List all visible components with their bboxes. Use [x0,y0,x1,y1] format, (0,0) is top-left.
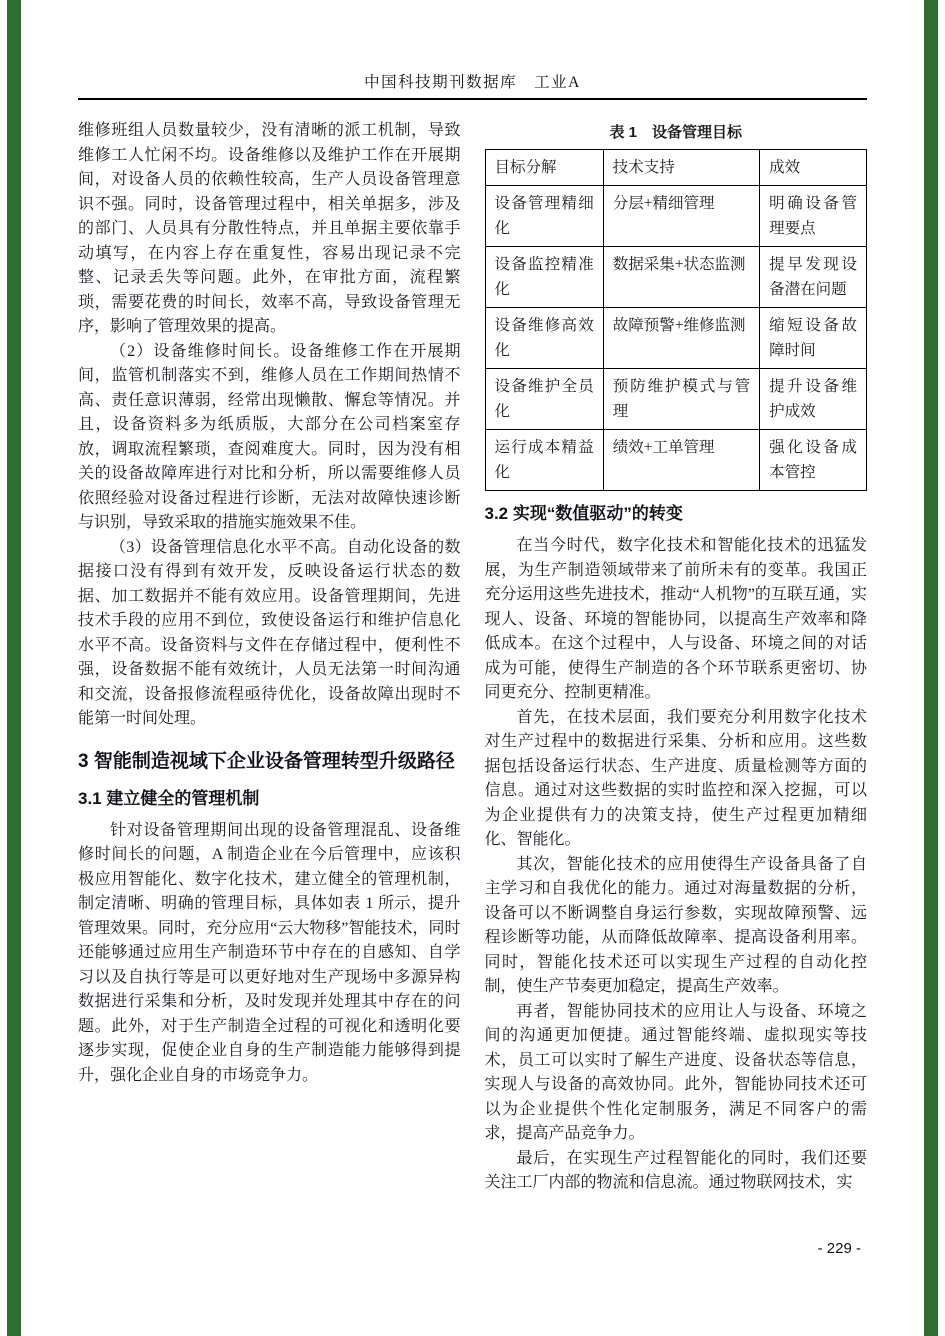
table-cell: 提升设备维护成效 [760,369,867,430]
table-cell: 设备监控精准化 [485,247,603,308]
page-number: - 229 - [817,1240,861,1257]
table-cell: 故障预警+维修监测 [603,308,759,369]
table-row [485,430,867,491]
table-cell: 预防维护模式与管理 [603,369,759,430]
table-cell: 数据采集+状态监测 [603,247,759,308]
table-caption: 表 1 设备管理目标 [609,124,742,141]
paragraph: 最后，在实现生产过程智能化的同时，我们还要关注工厂内部的物流和信息流。通过物联网技术，实 [484,1149,867,1191]
paragraph: 针对设备管理期间出现的设备管理混乱、设备维修时间长的问题，A 制造企业在今后管理中，应该积极应用智能化、数字化技术，建立健全的管理机制，制定清晰、明确的管理目标，具体如表 1 所示，提升管理效果。同时，充分应用“云大物移”智能技术，同时还能够通过应用生产制造环节中存在的自感知、自学习以及自执行等是可以更好地对生产现场中多源异构数据进行采集和分析，及时发现并处理其中存在的问题。此外，对于生产制造全过程的可视化和透明化要逐步实现，促使企业自身的生产制造能力能够得到提升，强化企业自身的市场竞争力。 [78,821,461,1084]
right-column [485,119,868,1196]
equipment-goals-table [485,149,868,491]
table-header-cell: 目标分解 [485,150,603,186]
paragraph: 首先，在技术层面，我们要充分利用数字化技术对生产过程中的数据进行采集、分析和应用。这些数据包括设备运行状态、生产进度、质量检测等方面的信息。通过对这些数据的实时监控和深入挖掘，可以为企业提供有力的决策支持，使生产过程更加精细化、智能化。 [484,708,867,848]
table-cell: 设备管理精细化 [485,186,603,247]
paragraph: 在当今时代，数字化技术和智能化技术的迅猛发展，为生产制造领域带来了前所未有的变革。我国正充分运用这些先进技术，推动“人机物”的互联互通，实现人、设备、环境的智能协同，以提高生产效率和降低成本。在这个过程中，人与设备、环境之间的对话成为可能，使得生产制造的各个环节联系更密切、协同更充分、控制更精准。 [484,537,867,701]
paragraph: 维修班组人员数量较少，没有清晰的派工机制，导致维修工人忙闲不均。设备维修以及维护工作在开展期间，对设备人员的依赖性较高，生产人员设备管理意识不强。同时，设备管理过程中，相关单据多，涉及的部门、人员具有分散性特点，并且单据主要依靠手动填写，在内容上存在重复性，容易出现记录不完整、记录丢失等问题。此外，在审批方面，流程繁琐，需要花费的时间长，效率不高，导致设备管理无序，影响了管理效果的提高。 [78,122,461,335]
table-cell: 设备维修高效化 [485,308,603,369]
paragraph: 再者，智能协同技术的应用让人与设备、环境之间的沟通更加便捷。通过智能终端、虚拟现实等技术，员工可以实时了解生产进度、设备状态等信息，实现人与设备的高效协同。此外，智能协同技术还可以为企业提供个性化定制服务，满足不同客户的需求，提高产品竞争力。 [484,1002,867,1142]
section-3-heading: 3 智能制造视域下企业设备管理转型升级路径 [78,750,455,772]
table-row [485,369,867,430]
table-row [485,186,867,247]
header-divider [78,98,867,100]
table-cell: 提早发现设备潜在问题 [760,247,867,308]
table-cell: 设备维护全员化 [485,369,603,430]
table-row [485,247,867,308]
left-column [78,119,461,1196]
table-row [485,308,867,369]
table-header-cell: 成效 [760,150,867,186]
table-header-row [485,150,867,186]
paragraph: （3）设备管理信息化水平不高。自动化设备的数据接口没有得到有效开发，反映设备运行状态的数据、加工数据并不能有效应用。设备管理期间，先进技术手段的应用不到位，致使设备运行和维护信息化水平不高。设备资料与文件在存储过程中，便利性不强，设备数据不能有效统计，人员无法第一时间沟通和交流，设备报修流程亟待优化，设备故障出现时不能第一时间处理。 [78,538,461,727]
table-cell: 缩短设备故障时间 [760,308,867,369]
journal-header: 中国科技期刊数据库 工业A [364,74,581,91]
table-header-cell: 技术支持 [603,150,759,186]
table-cell: 分层+精细管理 [603,186,759,247]
two-column-layout [78,119,867,1196]
table-cell: 绩效+工单管理 [603,430,759,491]
section-3-1-heading: 3.1 建立健全的管理机制 [78,788,260,808]
page-border-left [7,0,21,1336]
section-3-2-heading: 3.2 实现“数值驱动”的转变 [484,504,683,523]
paragraph: （2）设备维修时间长。设备维修工作在开展期间，监管机制落实不到，维修人员在工作期间热情不高、责任意识薄弱，经常出现懒散、懈怠等情况。并且，设备资料多为纸质版，大部分在公司档案室存放，调取流程繁琐，查阅难度大。同时，因为没有相关的设备故障库进行对比和分析，所以需要维修人员依照经验对设备过程进行诊断，无法对故障快速诊断与识别，导致采取的措施实施效果不佳。 [78,342,461,531]
document-page [78,0,867,1196]
paragraph: 其次，智能化技术的应用使得生产设备具备了自主学习和自我优化的能力。通过对海量数据的分析，设备可以不断调整自身运行参数，实现故障预警、远程诊断等功能，从而降低故障率、提高设备利用率。同时，智能化技术还可以实现生产过程的自动化控制，使生产节奏更加稳定，提高生产效率。 [484,855,867,995]
table-cell: 明确设备管理要点 [760,186,867,247]
page-border-right [924,0,938,1336]
table-cell: 运行成本精益化 [485,430,603,491]
table-cell: 强化设备成本管控 [760,430,867,491]
